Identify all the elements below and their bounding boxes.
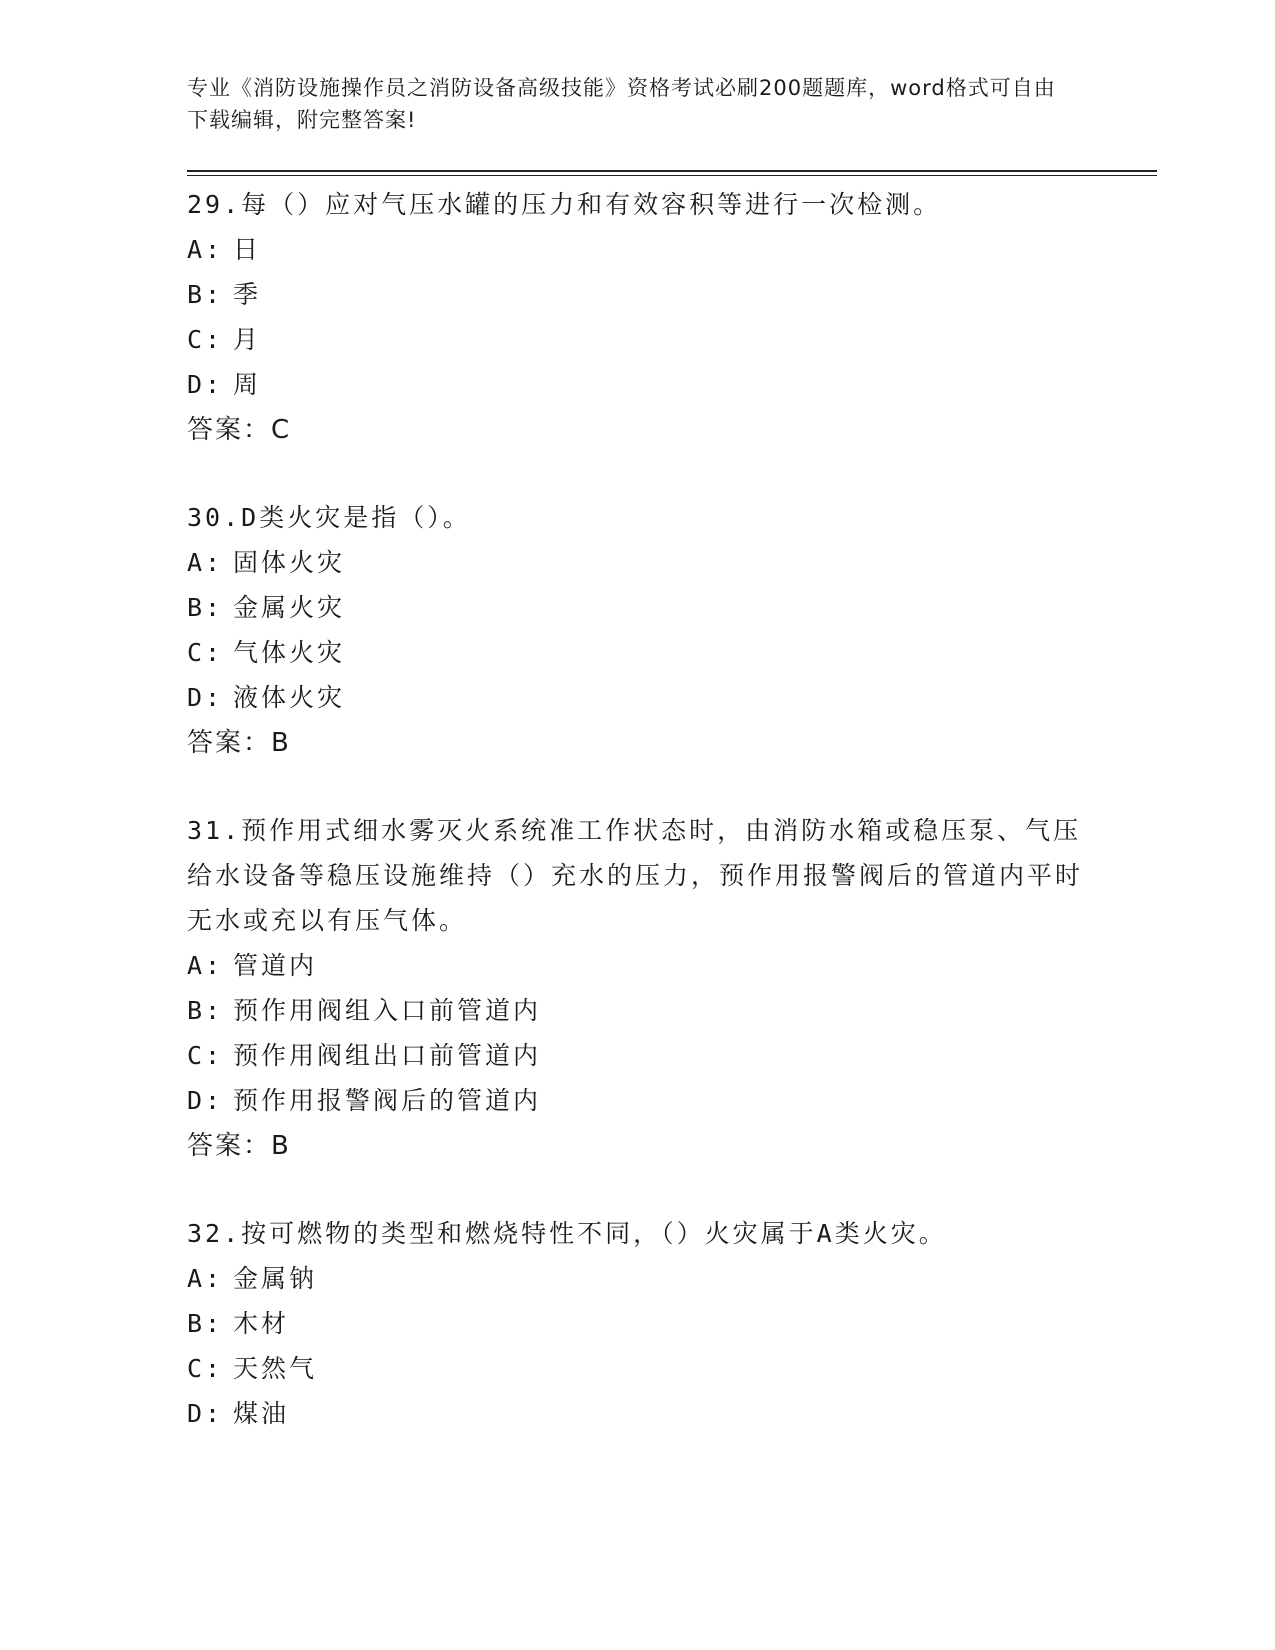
question-31	[187, 808, 1157, 1169]
option-text: 预作用阀组出口前管道内	[233, 1041, 542, 1070]
question-30	[187, 495, 1157, 766]
option-c	[187, 317, 1157, 362]
answer: 答案：C	[187, 415, 292, 445]
question-stem: 32.按可燃物的类型和燃烧特性不同，（）火灾属于A类火灾。	[187, 1219, 947, 1248]
option-b	[187, 988, 1157, 1033]
option-text: 预作用阀组入口前管道内	[233, 996, 542, 1025]
option-b	[187, 585, 1157, 630]
option-a	[187, 1256, 1157, 1301]
option-c	[187, 630, 1157, 675]
option-letter: A:	[187, 1264, 224, 1293]
option-a	[187, 943, 1157, 988]
option-letter: A:	[187, 548, 224, 577]
option-text: 日	[233, 235, 262, 264]
option-letter: A:	[187, 951, 224, 980]
option-letter: C:	[187, 325, 224, 354]
answer: 答案：B	[187, 728, 291, 758]
option-letter: A:	[187, 235, 224, 264]
option-letter: D:	[187, 1399, 224, 1428]
option-letter: B:	[187, 280, 224, 309]
option-c	[187, 1033, 1157, 1078]
option-a	[187, 227, 1157, 272]
option-d	[187, 362, 1157, 407]
question-29	[187, 182, 1157, 453]
option-text: 预作用报警阀后的管道内	[233, 1086, 542, 1115]
option-letter: C:	[187, 1041, 224, 1070]
option-b	[187, 272, 1157, 317]
option-letter: D:	[187, 683, 224, 712]
option-text: 煤油	[233, 1399, 290, 1428]
option-text: 月	[233, 325, 262, 354]
question-32	[187, 1211, 1157, 1436]
option-c	[187, 1346, 1157, 1391]
question-stem: 30.D类火灾是指（）。	[187, 503, 471, 532]
option-text: 液体火灾	[233, 683, 346, 712]
option-text: 金属钠	[233, 1264, 318, 1293]
header-divider	[187, 170, 1157, 176]
option-text: 金属火灾	[233, 593, 346, 622]
document-page	[187, 72, 1157, 1478]
option-text: 固体火灾	[233, 548, 346, 577]
option-d	[187, 675, 1157, 720]
option-letter: C:	[187, 1354, 224, 1383]
option-text: 木材	[233, 1309, 290, 1338]
option-text: 天然气	[233, 1354, 318, 1383]
question-stem: 29.每（）应对气压水罐的压力和有效容积等进行一次检测。	[187, 190, 942, 219]
question-stem: 31.预作用式细水雾灭火系统准工作状态时，由消防水箱或稳压泵、气压给水设备等稳压设施维持（）充水的压力，预作用报警阀后的管道内平时无水或充以有压气体。	[187, 816, 1084, 935]
option-a	[187, 540, 1157, 585]
document-header: 专业《消防设施操作员之消防设备高级技能》资格考试必刷200题题库，word格式可自由下载编辑，附完整答案!	[187, 76, 1056, 132]
question-list	[187, 182, 1157, 1436]
option-text: 气体火灾	[233, 638, 346, 667]
option-d	[187, 1078, 1157, 1123]
option-letter: B:	[187, 1309, 224, 1338]
answer: 答案：B	[187, 1131, 291, 1161]
option-text: 管道内	[233, 951, 318, 980]
option-letter: B:	[187, 996, 224, 1025]
option-b	[187, 1301, 1157, 1346]
option-letter: B:	[187, 593, 224, 622]
option-letter: D:	[187, 370, 224, 399]
option-text: 周	[233, 370, 262, 399]
option-text: 季	[233, 280, 262, 309]
option-letter: C:	[187, 638, 224, 667]
option-d	[187, 1391, 1157, 1436]
option-letter: D:	[187, 1086, 224, 1115]
